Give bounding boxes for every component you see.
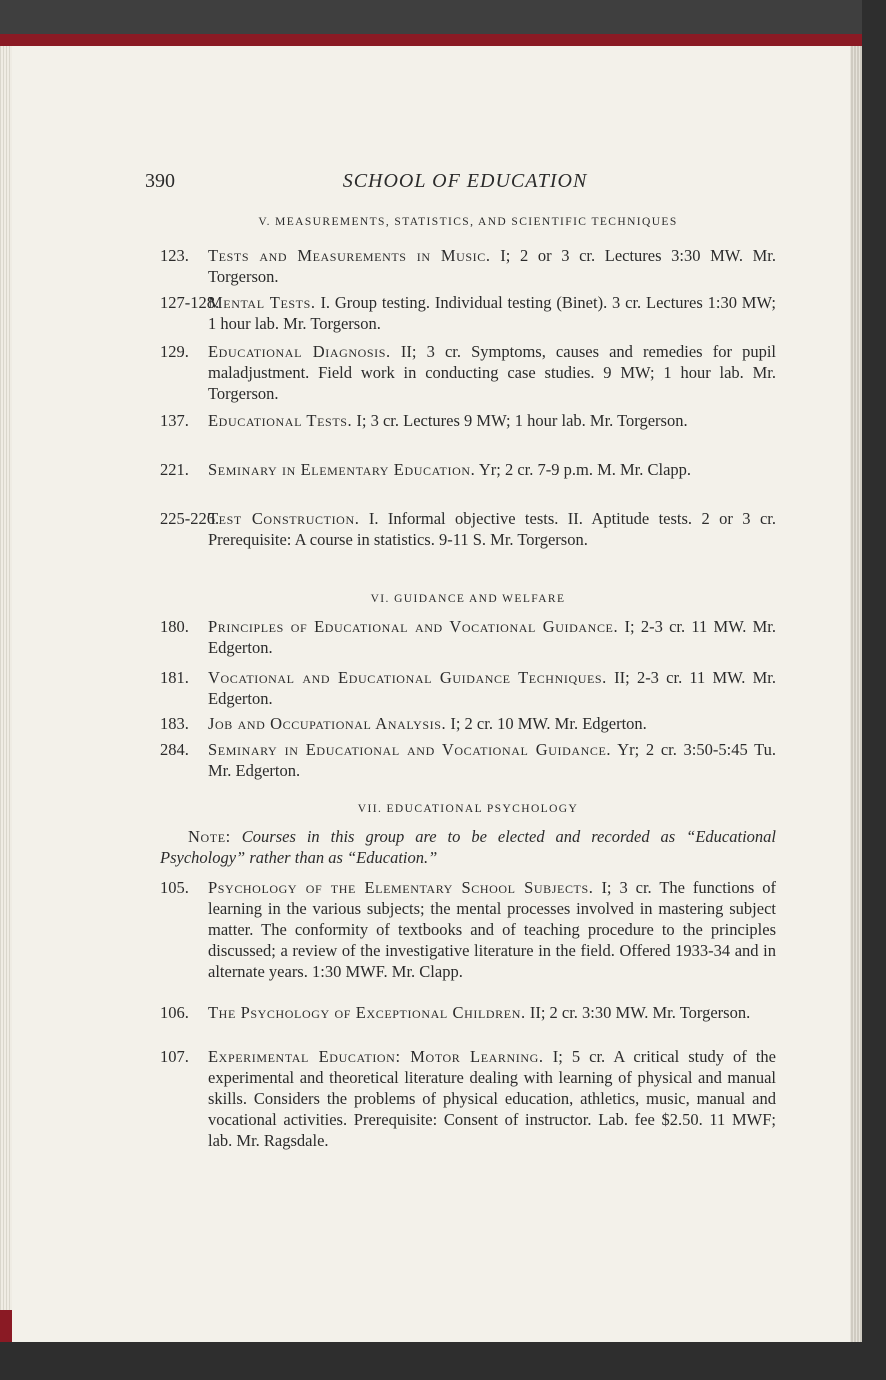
course-text: I; 3 cr. Lectures 9 MW; 1 hour lab. Mr. Torgerson. — [356, 411, 688, 430]
course-text: I. Group testing. Individual testing (Binet). 3 cr. Lectures 1:30 MW; 1 hour lab. Mr. Torgerson. — [208, 293, 777, 333]
course-entry — [160, 739, 776, 781]
course-entry — [160, 1046, 776, 1151]
course-text: I; 2 cr. 10 MW. Mr. Edgerton. — [450, 714, 647, 733]
course-entry — [160, 1002, 776, 1023]
course-number: 284. — [160, 740, 189, 759]
course-title: Principles of Educational and Vocational Guidance. — [208, 617, 619, 636]
course-text: Yr; 2 cr. 7-9 p.m. M. Mr. Clapp. — [478, 460, 692, 479]
course-number: 225-226. — [160, 509, 220, 528]
course-text: I; 2 or 3 cr. Lectures 3:30 MW. Mr. Torgerson. — [208, 246, 777, 286]
course-title: Vocational and Educational Guidance Techniques. — [208, 668, 607, 687]
course-entry — [160, 713, 776, 734]
section-heading: VII. EDUCATIONAL PSYCHOLOGY — [357, 803, 579, 815]
course-number: 181. — [160, 668, 189, 687]
course-text: II; 2-3 cr. 11 MW. Mr. Edgerton. — [208, 668, 776, 708]
page-number: 390 — [145, 170, 175, 192]
course-number: 123. — [160, 246, 189, 265]
course-title: Psychology of the Elementary School Subjects. — [208, 878, 594, 897]
course-number: 137. — [160, 411, 189, 430]
course-title: Educational Diagnosis. — [208, 342, 391, 361]
note-text: Courses in this group are to be elected and recorded as “Educational Psychology” rather than as “Education.” — [160, 827, 777, 867]
course-text: I; 5 cr. A critical study of the experimental and theoretical literature dealing with learning of physical and manual skills. Considers the problems of physical education, athletics, music, manual and vocational activities. Prerequisite: Consent of instructor. Lab. fee $2.50. 11 MWF; lab. Mr. Ragsdale. — [208, 1047, 777, 1150]
course-text: Yr; 2 cr. 3:50-5:45 Tu. Mr. Edgerton. — [208, 740, 776, 780]
course-title: Experimental Education: Motor Learning. — [208, 1047, 544, 1066]
course-title: Seminary in Educational and Vocational Guidance. — [208, 740, 612, 759]
section-heading: V. MEASUREMENTS, STATISTICS, AND SCIENTIFIC TECHNIQUES — [258, 216, 678, 228]
course-entry — [160, 341, 776, 404]
course-number: 183. — [160, 714, 189, 733]
course-text: I; 2-3 cr. 11 MW. Mr. Edgerton. — [208, 617, 777, 657]
course-title: The Psychology of Exceptional Children. — [208, 1003, 526, 1022]
course-entry — [160, 459, 776, 480]
section-heading: VI. GUIDANCE AND WELFARE — [370, 593, 566, 605]
course-entry — [160, 245, 776, 287]
course-entry — [160, 667, 776, 709]
course-number: 129. — [160, 342, 189, 361]
course-number: 105. — [160, 878, 189, 897]
course-title: Tests and Measurements in Music. — [208, 246, 491, 265]
course-text: II; 3 cr. Symptoms, causes and remedies for pupil maladjustment. Field work in conducting case studies. 9 MW; 1 hour lab. Mr. Torgerson. — [208, 342, 776, 403]
course-title: Test Construction. — [208, 509, 360, 528]
course-text: II; 2 cr. 3:30 MW. Mr. Torgerson. — [529, 1003, 751, 1022]
course-number: 221. — [160, 460, 189, 479]
running-head: SCHOOL OF EDUCATION — [342, 170, 588, 192]
note-paragraph — [160, 826, 776, 868]
course-entry — [160, 508, 776, 550]
course-title: Educational Tests. — [208, 411, 353, 430]
course-text: I; 3 cr. The functions of learning in the various subjects; the mental processes involved in mastering subject matter. The conformity of textbooks and of teaching procedure to the principles discussed; a review of the investigative literature in the field. Offered 1933-34 and in alternate years. 1:30 MWF. Mr. Clapp. — [208, 878, 777, 981]
course-text: I. Informal objective tests. II. Aptitude tests. 2 or 3 cr. Prerequisite: A course in statistics. 9-11 S. Mr. Torgerson. — [208, 509, 776, 549]
course-title: Seminary in Elementary Education. — [208, 460, 476, 479]
course-entry — [160, 616, 776, 658]
note-label: Note: — [188, 827, 231, 846]
course-title: Mental Tests. — [208, 293, 316, 312]
course-number: 106. — [160, 1003, 189, 1022]
course-number: 127-128. — [160, 293, 220, 312]
course-entry — [160, 292, 776, 334]
course-entry — [160, 410, 776, 431]
course-title: Job and Occupational Analysis. — [208, 714, 447, 733]
course-number: 107. — [160, 1047, 189, 1066]
course-number: 180. — [160, 617, 189, 636]
course-entry — [160, 877, 776, 982]
